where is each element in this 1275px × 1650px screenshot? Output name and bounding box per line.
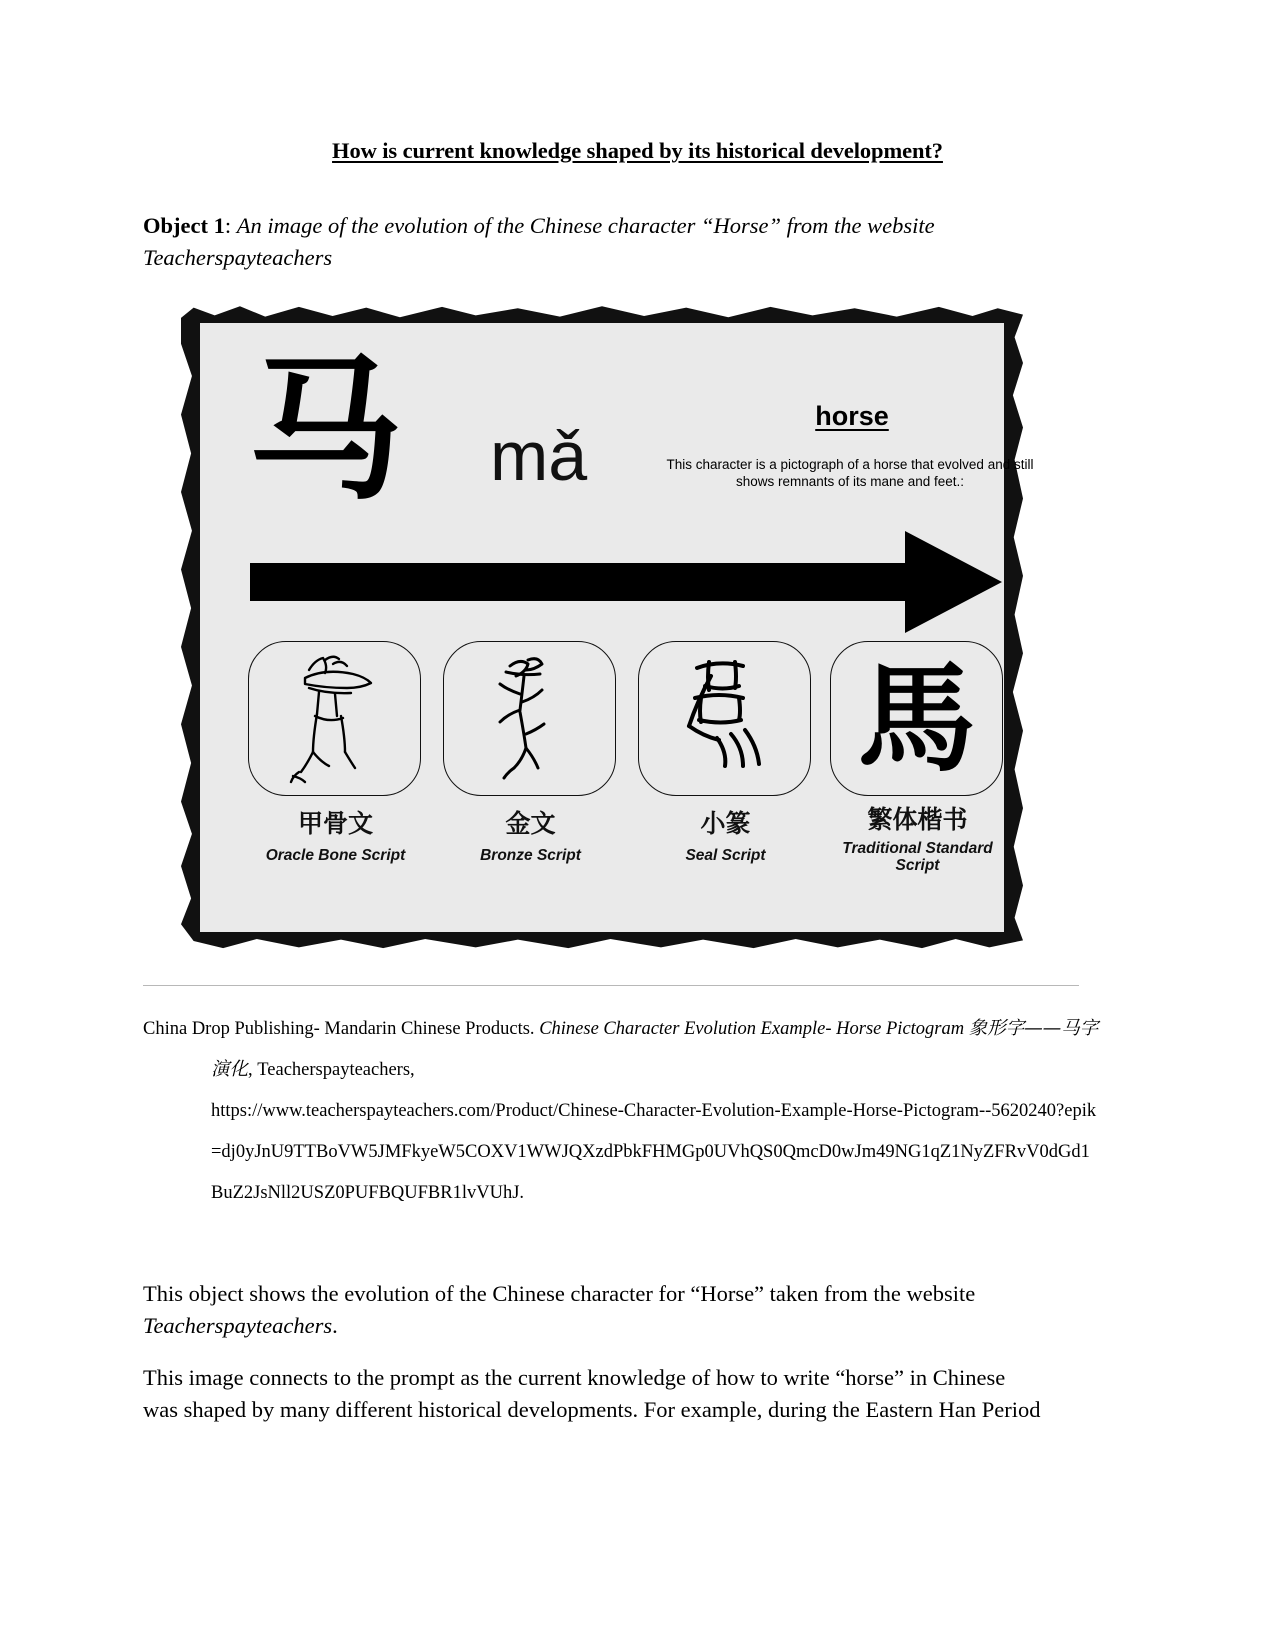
- script-stage-bronze: [443, 641, 618, 864]
- paragraph-1-site: Teacherspayteachers: [143, 1312, 333, 1338]
- stage-chinese-label: 小篆: [700, 809, 751, 838]
- page-title-text: How is current knowledge shaped by its historical development?: [332, 138, 943, 163]
- glyph-box: [830, 641, 1003, 796]
- arrow-shaft: [250, 563, 930, 601]
- citation-title-chinese-cont: 演化: [211, 1059, 249, 1080]
- script-stage-oracle-bone: [248, 641, 423, 864]
- citation-line-5: [211, 1184, 1083, 1225]
- seal-horse-glyph: [639, 642, 811, 796]
- citation-line-3: [211, 1101, 1097, 1143]
- object-label: Object 1: [143, 213, 225, 238]
- citation-publisher: China Drop Publishing- Mandarin Chinese Products.: [143, 1019, 540, 1039]
- glyph-box: [638, 641, 811, 796]
- stage-english-label: Seal Script: [685, 846, 766, 864]
- script-stage-seal: [638, 641, 813, 864]
- script-stage-traditional: [830, 641, 1005, 875]
- citation-line-4: [211, 1142, 1090, 1184]
- citation-work-title: Chinese Character Evolution Example- Horse Pictogram: [539, 1019, 969, 1039]
- right-arrow-icon: [905, 531, 1002, 633]
- simplified-horse-character: 马: [248, 340, 403, 521]
- script-stage-list: [240, 641, 1012, 901]
- traditional-horse-glyph: 馬: [857, 649, 976, 788]
- section-divider: [143, 985, 1079, 986]
- citation-title-chinese: 象形字——马字: [968, 1018, 1099, 1039]
- glyph-box: [443, 641, 616, 796]
- paragraph-1-post: .: [332, 1312, 338, 1338]
- citation-url-part-1: https://www.teacherspayteachers.com/Product/Chinese-Character-Evolution-Example-Horse-Pictogram--5620240?epik: [211, 1101, 1097, 1121]
- evolution-arrow: [250, 531, 1002, 631]
- stage-chinese-label: 繁体楷书: [867, 805, 968, 834]
- object-caption-separator: :: [224, 213, 237, 238]
- body-paragraph-1: [143, 1278, 1043, 1342]
- citation-line-1: [143, 1018, 1099, 1061]
- stage-chinese-label: 甲骨文: [297, 809, 373, 838]
- citation-source: , Teacherspayteachers,: [248, 1060, 415, 1080]
- bronze-horse-glyph: [444, 642, 616, 796]
- character-description: This character is a pictograph of a horse that evolved and still shows remnants of its mane and feet.:: [666, 457, 1034, 490]
- page-title: [0, 138, 1275, 164]
- stage-english-label: Bronze Script: [480, 846, 581, 864]
- object-caption-text: An image of the evolution of the Chinese character “Horse” from the website Teacherspayteachers: [143, 213, 935, 270]
- stage-english-label: Traditional Standard Script: [842, 839, 993, 875]
- figure-canvas: [200, 323, 1034, 932]
- object-1-figure: [181, 305, 1034, 950]
- citation-line-2: [211, 1061, 1083, 1102]
- glyph-box: [248, 641, 421, 796]
- citation-block: [143, 1018, 1099, 1225]
- english-gloss: horse: [815, 401, 889, 431]
- citation-url-part-2: =dj0yJnU9TTBoVW5JMFkyeW5COXV1WWJQXzdPbkFHMGp0UVhQS0QmcD0wJm49NG1qZ1NyZFRvV0dGd1: [211, 1142, 1090, 1162]
- citation-url-part-3: BuZ2JsNll2USZ0PUFBQUFBR1lvVUhJ.: [211, 1183, 525, 1203]
- paragraph-1-pre: This object shows the evolution of the Chinese character for “Horse” taken from the website: [143, 1281, 976, 1306]
- stage-english-label: Oracle Bone Script: [265, 846, 406, 864]
- stage-chinese-label: 金文: [505, 809, 556, 838]
- object-caption: [143, 210, 943, 274]
- oracle-bone-horse-glyph: [249, 642, 421, 796]
- pinyin-label: mǎ: [490, 417, 588, 495]
- body-paragraph-2: This image connects to the prompt as the current knowledge of how to write “horse” in Chinese was shaped by many different historical developments. For example, during the Eastern Han Period: [143, 1365, 1041, 1422]
